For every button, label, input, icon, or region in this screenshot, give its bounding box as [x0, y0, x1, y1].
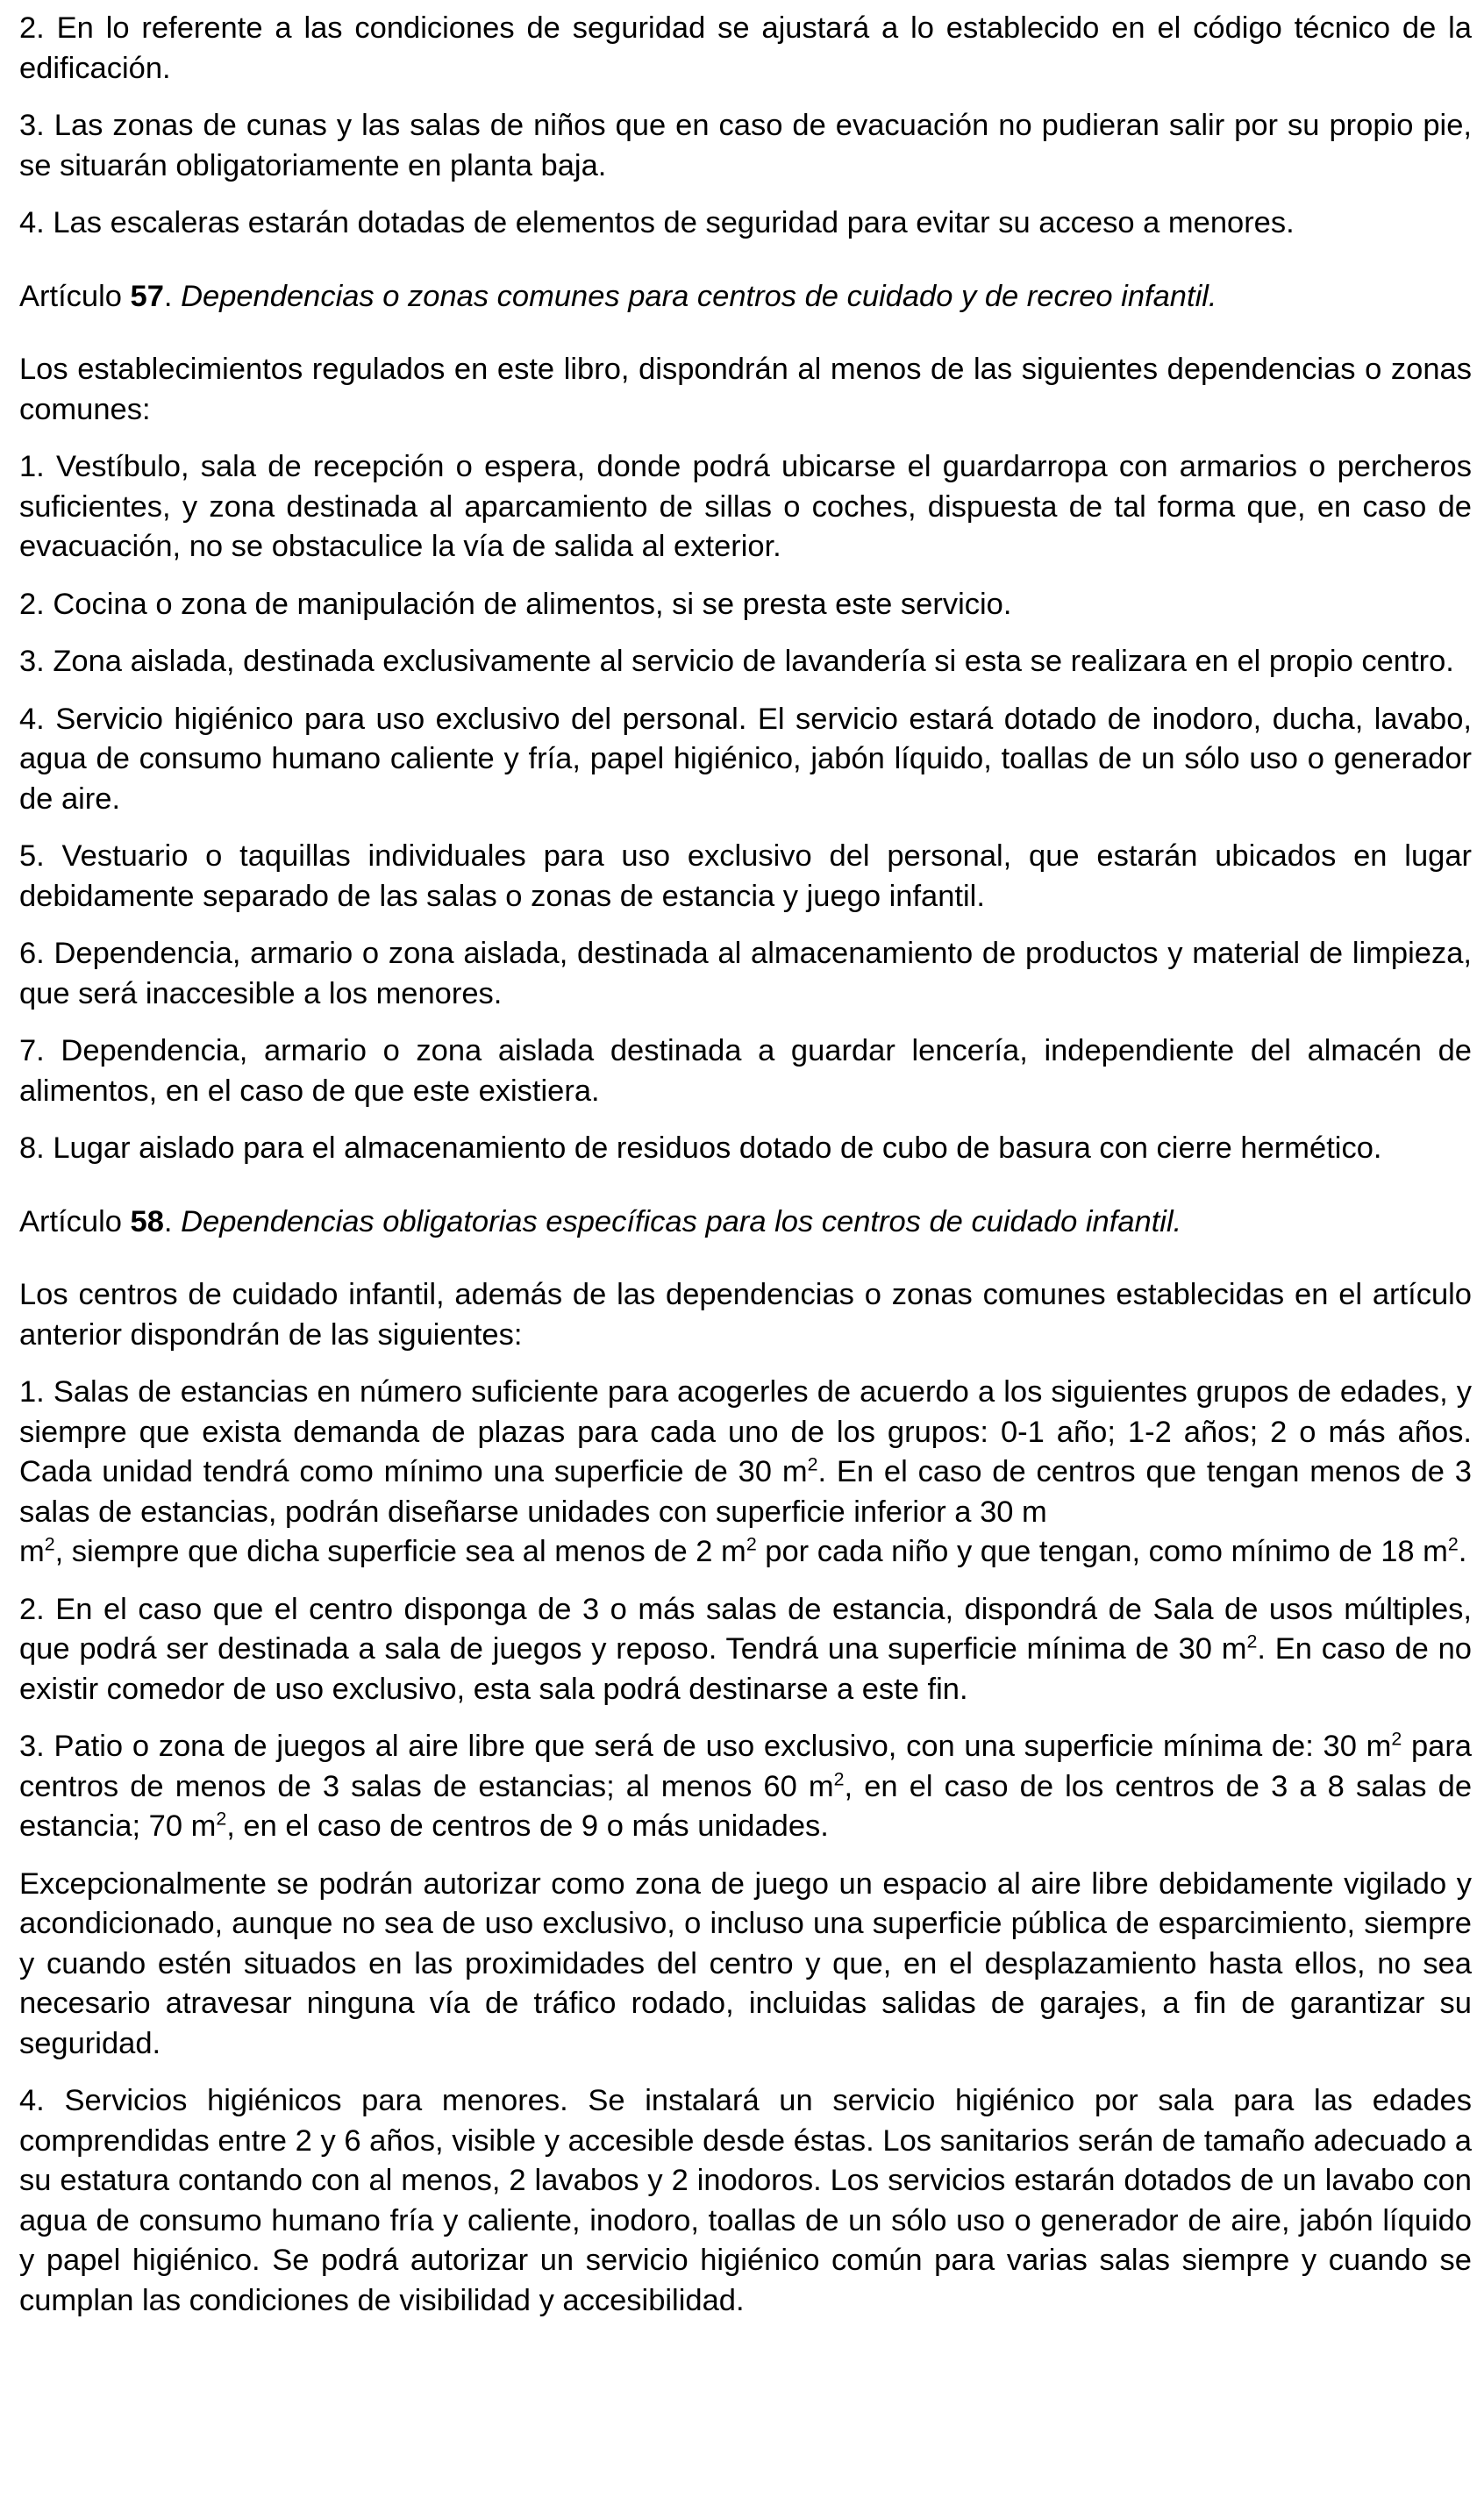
article-58-title: Dependencias obligatorias específicas para los centros de cuidado infantil.: [181, 1204, 1182, 1238]
article-58-exception: Excepcionalmente se podrán autorizar como zona de juego un espacio al aire libre debidamente vigilado y acondicionado, aunque no sea de uso exclusivo, o incluso una superficie pública de esparcimiento, siempre y cuando estén situados en las proximidades del centro y que, en el desplazamiento hasta ellos, no sea necesario atravesar ninguna vía de tráfico rodado, incluidas salidas de garajes, a fin de garantizar su seguridad.: [19, 1866, 1472, 2060]
article-58-item-4: 4. Servicios higiénicos para menores. Se instalará un servicio higiénico por sala para las edades comprendidas entre 2 y 6 años, visible y accesible desde éstas. Los sanitarios serán de tamaño adecuado a su estatura contando con al menos, 2 lavabos y 2 inodoros. Los servicios estarán dotados de un lavabo con agua de consumo humano fría y caliente, inodoro, toallas de un sólo uso o generador de aire, jabón líquido y papel higiénico. Se podrá autorizar un servicio higiénico común para varias salas siempre y cuando se cumplan las condiciones de visibilidad y accesibilidad.: [19, 2084, 1472, 2317]
item-1-text-e: .: [1458, 1535, 1467, 1568]
superscript-2: 2: [44, 1533, 55, 1555]
article-57-item-3: 3. Zona aislada, destinada exclusivamente al servicio de lavandería si esta se realizara en el propio centro.: [19, 645, 1454, 678]
article-57-item-1: 1. Vestíbulo, sala de recepción o espera, donde podrá ubicarse el guardarropa con armarios o percheros suficientes, y zona destinada al aparcamiento de sillas o coches, dispuesta de tal forma que, en caso de evacuación, no se obstaculice la vía de salida al exterior.: [19, 450, 1472, 563]
paragraph-seguridad: 2. En lo referente a las condiciones de seguridad se ajustará a lo establecido en el código técnico de la edificación.: [19, 11, 1472, 85]
article-58-prefix: Artículo: [19, 1204, 131, 1238]
article-57-item-2: 2. Cocina o zona de manipulación de alimentos, si se presta este servicio.: [19, 587, 1012, 621]
article-57-item-6: 6. Dependencia, armario o zona aislada, destinada al almacenamiento de productos y material de limpieza, que será inaccesible a los menores.: [19, 937, 1472, 1010]
item-1-text-b: . En el caso de centros que tengan menos de 3 salas de estancias, podrán diseñarse unidades con superficie inferior a 30 m: [19, 1455, 1472, 1529]
item-1-m: m: [19, 1535, 45, 1568]
item-3-text-d: , en el caso de centros de 9 o más unidades.: [226, 1809, 829, 1843]
superscript-2: 2: [1391, 1728, 1402, 1750]
article-57-separator: .: [163, 279, 182, 313]
paragraph-escaleras: 4. Las escaleras estarán dotadas de elementos de seguridad para evitar su acceso a menores.: [19, 206, 1295, 239]
item-1-text-c: , siempre que dicha superficie sea al menos de 2 m: [54, 1535, 746, 1568]
superscript-2: 2: [746, 1533, 757, 1555]
item-3-text-c: , en el caso de los centros de 3 a 8 salas de estancia; 70 m: [19, 1769, 1473, 1843]
article-57-heading: [19, 277, 1472, 318]
article-58-heading: [19, 1202, 1472, 1243]
article-57-prefix: Artículo: [19, 279, 131, 313]
item-1-text-a: 1. Salas de estancias en número suficiente para acogerles de acuerdo a los siguientes grupos de edades, y siempre que exista demanda de plazas para cada uno de los grupos: 0-1 año; 1-2 años; 2 o más años. Cada unidad tendrá como mínimo una superficie de 30 m: [19, 1375, 1472, 1488]
item-3-text-b: para centros de menos de 3 salas de estancias; al menos 60 m: [19, 1730, 1472, 1803]
item-1-text-d: por cada niño y que tengan, como mínimo de 18 m: [756, 1535, 1448, 1568]
superscript-2: 2: [807, 1453, 818, 1475]
article-57-title: Dependencias o zonas comunes para centros de cuidado y de recreo infantil.: [181, 279, 1217, 313]
item-3-text-a: 3. Patio o zona de juegos al aire libre que será de uso exclusivo, con una superficie mínima de: 30 m: [19, 1730, 1392, 1763]
superscript-2: 2: [216, 1808, 227, 1830]
article-57-intro: Los establecimientos regulados en este libro, dispondrán al menos de las siguientes dependencias o zonas comunes:: [19, 353, 1472, 426]
article-58-separator: .: [163, 1204, 182, 1238]
article-58-item-2: [19, 1590, 1472, 1710]
superscript-2: 2: [1246, 1631, 1258, 1652]
superscript-2: 2: [1447, 1533, 1459, 1555]
superscript-2: 2: [833, 1768, 845, 1789]
paragraph-zonas-cunas: 3. Las zonas de cunas y las salas de niños que en caso de evacuación no pudieran salir por su propio pie, se situarán obligatoriamente en planta baja.: [19, 109, 1472, 182]
article-57-item-5: 5. Vestuario o taquillas individuales para uso exclusivo del personal, que estarán ubicados en lugar debidamente separado de las salas o zonas de estancia y juego infantil.: [19, 839, 1472, 913]
item-2-text-a: 2. En el caso que el centro disponga de 3 o más salas de estancia, dispondrá de Sala de usos múltiples, que podrá ser destinada a sala de juegos y reposo. Tendrá una superficie mínima de 30 m: [19, 1592, 1472, 1666]
article-57-item-4: 4. Servicio higiénico para uso exclusivo del personal. El servicio estará dotado de inodoro, ducha, lavabo, agua de consumo humano caliente y fría, papel higiénico, jabón líquido, toallas de un sólo uso o generador de aire.: [19, 702, 1472, 816]
article-58-number: 58: [130, 1204, 164, 1238]
item-2-text-b: . En caso de no existir comedor de uso exclusivo, esta sala podrá destinarse a este fin.: [19, 1632, 1472, 1706]
article-57-item-8: 8. Lugar aislado para el almacenamiento de residuos dotado de cubo de basura con cierre hermético.: [19, 1131, 1382, 1165]
article-57-item-7: 7. Dependencia, armario o zona aislada destinada a guardar lencería, independiente del almacén de alimentos, en el caso de que este existiera.: [19, 1034, 1472, 1108]
article-58-item-1: [19, 1373, 1472, 1573]
article-57-number: 57: [130, 279, 164, 313]
article-58-intro: Los centros de cuidado infantil, además de las dependencias o zonas comunes establecidas en el artículo anterior dispondrán de las siguientes:: [19, 1278, 1472, 1352]
article-58-item-3: [19, 1727, 1472, 1847]
